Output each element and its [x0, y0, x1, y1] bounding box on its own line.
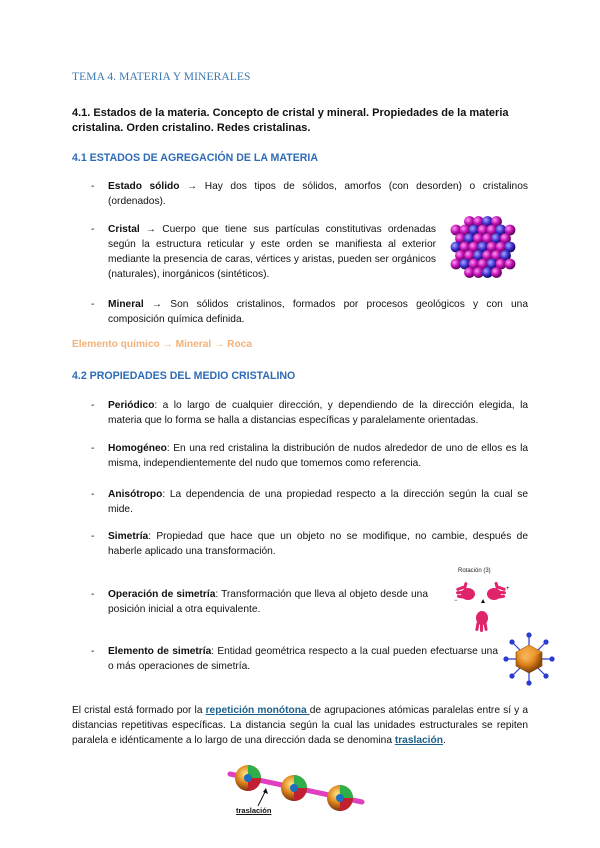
symmetry-element-image	[504, 632, 554, 686]
translation-figure	[226, 764, 366, 824]
item-term: Elemento de simetría	[108, 646, 212, 657]
bullet-dash: -	[91, 181, 95, 192]
item-term: Operación de simetría	[108, 589, 216, 600]
list-item-elemento-simetria	[108, 644, 498, 674]
rotation-hands-image	[450, 576, 520, 632]
item-term: Mineral	[108, 299, 144, 310]
section1-title: 4.1 ESTADOS DE AGREGACIÓN DE LA MATERIA	[72, 152, 319, 164]
translation-figure-label: traslación	[236, 806, 272, 815]
bullet-dash: -	[91, 531, 95, 542]
list-item-anisotropo	[108, 487, 528, 517]
item-term: Cristal	[108, 224, 140, 235]
link-repeticion-monotona[interactable]: repetición monótona	[205, 705, 310, 716]
bullet-dash: -	[91, 299, 95, 310]
item-term: Periódico	[108, 400, 155, 411]
item-text: : Entidad geométrica respecto a la cual pueden efectuarse una o más operaciones de simetría.	[108, 646, 499, 672]
topic-heading: TEMA 4. MATERIA Y MINERALES	[72, 71, 251, 83]
item-text: : La dependencia de una propiedad respecto a la dirección según la cual se mide.	[108, 489, 528, 515]
closing-text-2: de agrupaciones atómicas paralelas entre sí y a distancias repetitivas específicas. La distancia según la cual las unidades estructurales se repiten paralela e idénticamente a lo largo de una dirección dada se denomina	[72, 705, 528, 746]
svg-text:+: +	[506, 586, 510, 592]
bullet-dash: -	[91, 489, 95, 500]
item-text: → Son sólidos cristalinos, formados por procesos geológicos y con una composición química definida.	[108, 299, 528, 325]
list-item-estado-solido	[108, 179, 528, 209]
list-item-operacion-simetria	[108, 587, 428, 617]
item-text: → Hay dos tipos de sólidos, amorfos (con desorden) o cristalinos (ordenados).	[108, 181, 528, 207]
crystal-lattice-image	[446, 212, 520, 282]
closing-text-1: El cristal está formado por la	[72, 705, 206, 716]
section2-title: 4.2 PROPIEDADES DEL MEDIO CRISTALINO	[72, 370, 296, 382]
bullet-dash: -	[91, 224, 95, 235]
list-item-simetria	[108, 529, 528, 559]
item-text: : En una red cristalina la distribución de nudos alrededor de uno de ellos es la misma, independientemente del nudo que tomemos como referencia.	[108, 443, 528, 469]
item-text: : a lo largo de cualquier dirección, y dependiendo de la dirección elegida, la materia que lo forma se halla a distancias específicas y paralelamente orientadas.	[108, 400, 528, 426]
bullet-dash: -	[91, 443, 95, 454]
classification-chain: Elemento químico → Mineral → Roca	[72, 339, 253, 350]
closing-paragraph	[72, 703, 528, 748]
item-term: Anisótropo	[108, 489, 163, 500]
list-item-mineral	[108, 297, 528, 327]
link-traslacion[interactable]: traslación	[394, 735, 443, 746]
item-term: Simetría	[108, 531, 149, 542]
item-term: Homogéneo	[108, 443, 167, 454]
bullet-dash: -	[91, 589, 95, 600]
item-text: : Propiedad que hace que un objeto no se modifique, no cambie, después de haberle aplicado una transformación.	[108, 531, 528, 557]
item-text: : Transformación que lleva al objeto desde una posición inicial a otra equivalente.	[108, 589, 428, 615]
closing-text-3: .	[442, 735, 446, 746]
svg-text:−: −	[454, 598, 458, 604]
bullet-dash: -	[91, 646, 95, 657]
intro-heading: 4.1. Estados de la materia. Concepto de cristal y mineral. Propiedades de la materia cristalina. Orden cristalino. Redes cristalinas.	[72, 107, 509, 134]
bullet-dash: -	[91, 400, 95, 411]
item-term: Estado sólido	[108, 181, 180, 192]
rotation-label: Rotación (3)	[458, 568, 491, 574]
item-text: → Cuerpo que tiene sus partículas constitutivas ordenadas según la estructura reticular y este orden se manifiesta al exterior mediante la presencia de caras, vértices y aristas, pueden ser orgánicos (naturales), inorgánicos (sintéticos).	[108, 224, 436, 280]
list-item-periodico	[108, 398, 528, 428]
list-item-cristal	[108, 222, 436, 282]
list-item-homogeneo	[108, 441, 528, 471]
